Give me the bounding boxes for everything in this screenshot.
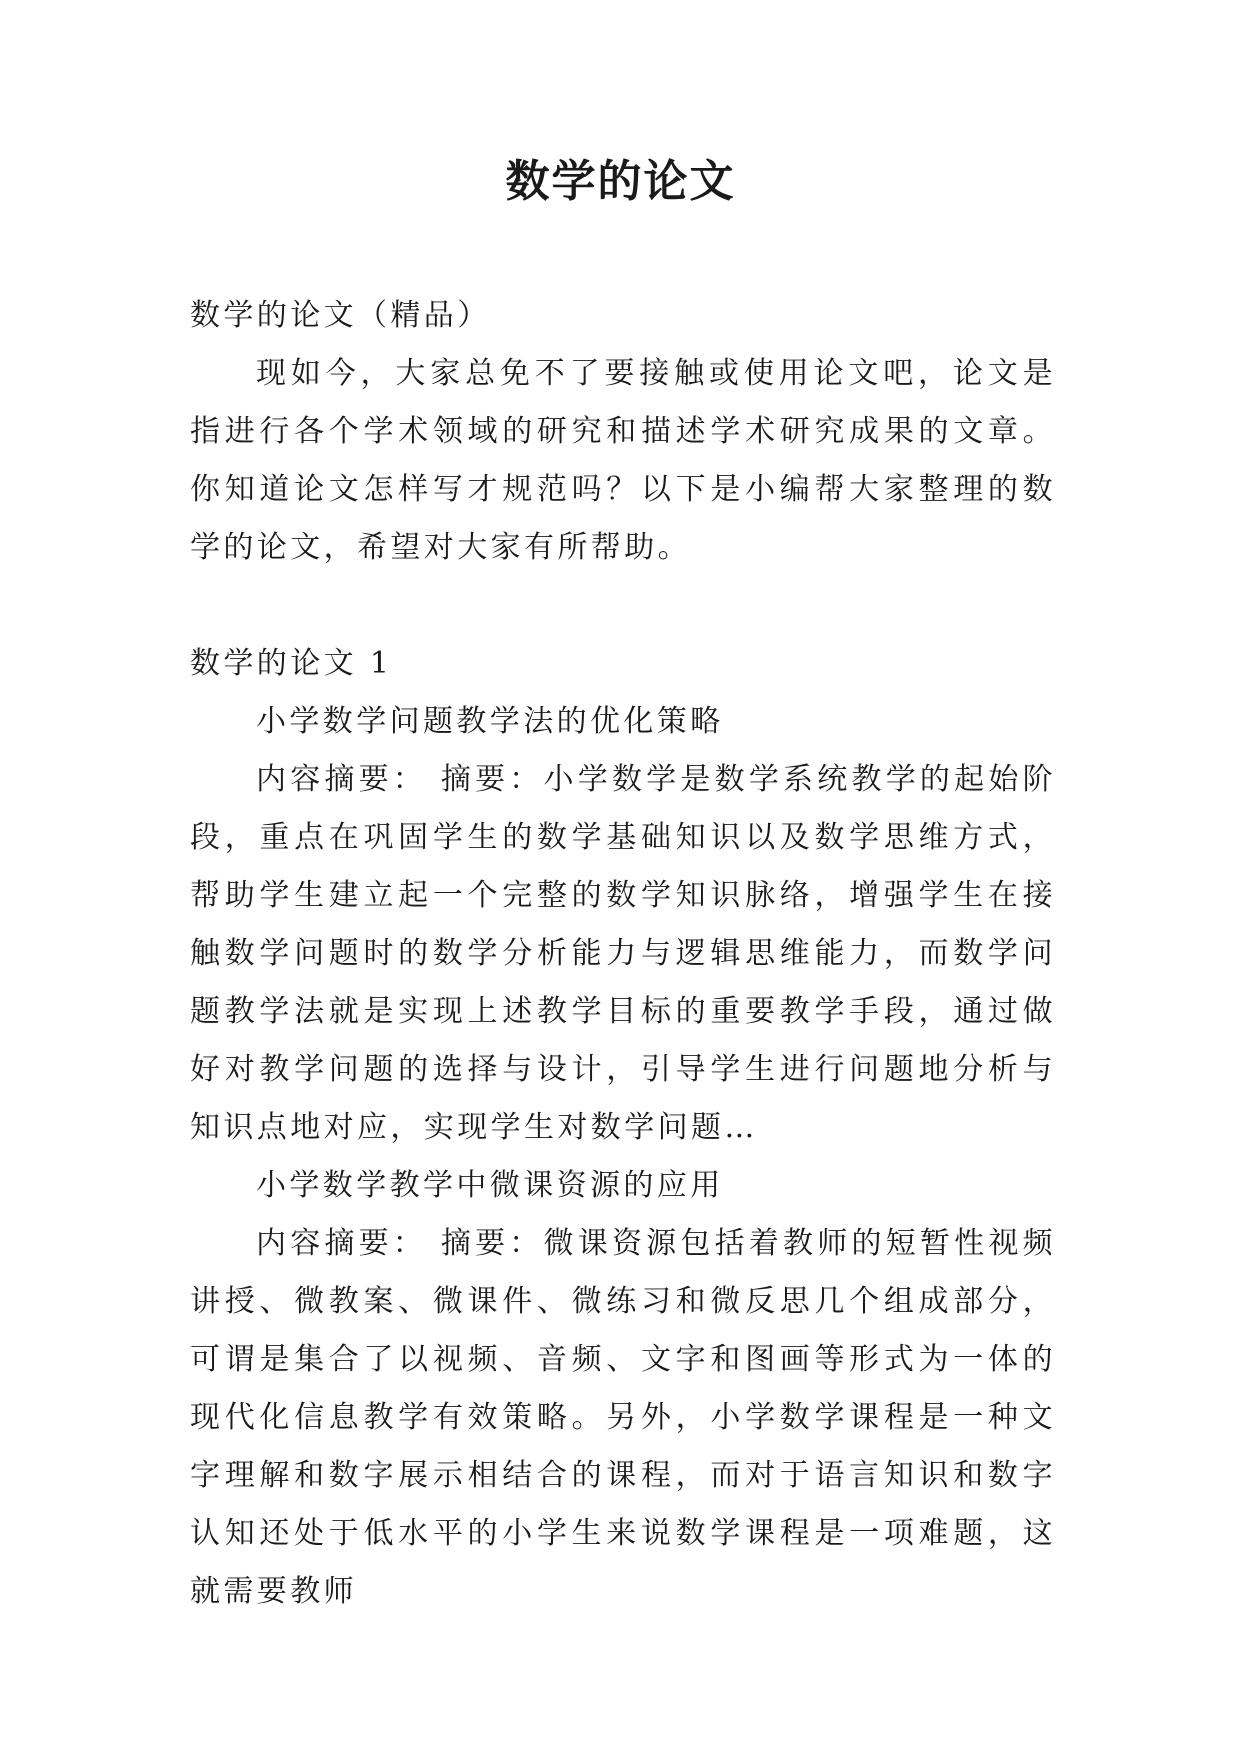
document-subtitle: 数学的论文（精品） bbox=[190, 298, 491, 333]
article-summary: 内容摘要： 摘要：小学数学是数学系统教学的起始阶段，重点在巩固学生的数学基础知识以及数学思维方式，帮助学生建立起一个完整的数学知识脉络，增强学生在接触数学问题时的数学分析能力与逻辑思维能力，而数学问题教学法就是实现上述教学目标的重要教学手段，通过做好对教学问题的选择与设计，引导学生进行问题地分析与知识点地对应，实现学生对数学问题… bbox=[190, 762, 1056, 1145]
paragraph-spacer bbox=[190, 577, 1056, 635]
article-summary: 内容摘要： 摘要：微课资源包括着教师的短暂性视频讲授、微教案、微课件、微练习和微反思几个组成部分，可谓是集合了以视频、音频、文字和图画等形式为一体的现代化信息教学有效策略。另外，小学数学课程是一种文字理解和数字展示相结合的课程，而对于语言知识和数字认知还处于低水平的小学生来说数学课程是一项难题，这就需要教师 bbox=[190, 1226, 1056, 1609]
article-title: 小学数学问题教学法的优化策略 bbox=[256, 704, 724, 739]
intro-paragraph: 现如今，大家总免不了要接触或使用论文吧，论文是指进行各个学术领域的研究和描述学术研究成果的文章。你知道论文怎样写才规范吗？以下是小编帮大家整理的数学的论文，希望对大家有所帮助。 bbox=[190, 356, 1056, 565]
section-heading: 数学的论文 1 bbox=[190, 646, 393, 681]
article-title: 小学数学教学中微课资源的应用 bbox=[256, 1168, 724, 1203]
document-body bbox=[190, 287, 1056, 1621]
document-title: 数学的论文 bbox=[505, 156, 736, 207]
